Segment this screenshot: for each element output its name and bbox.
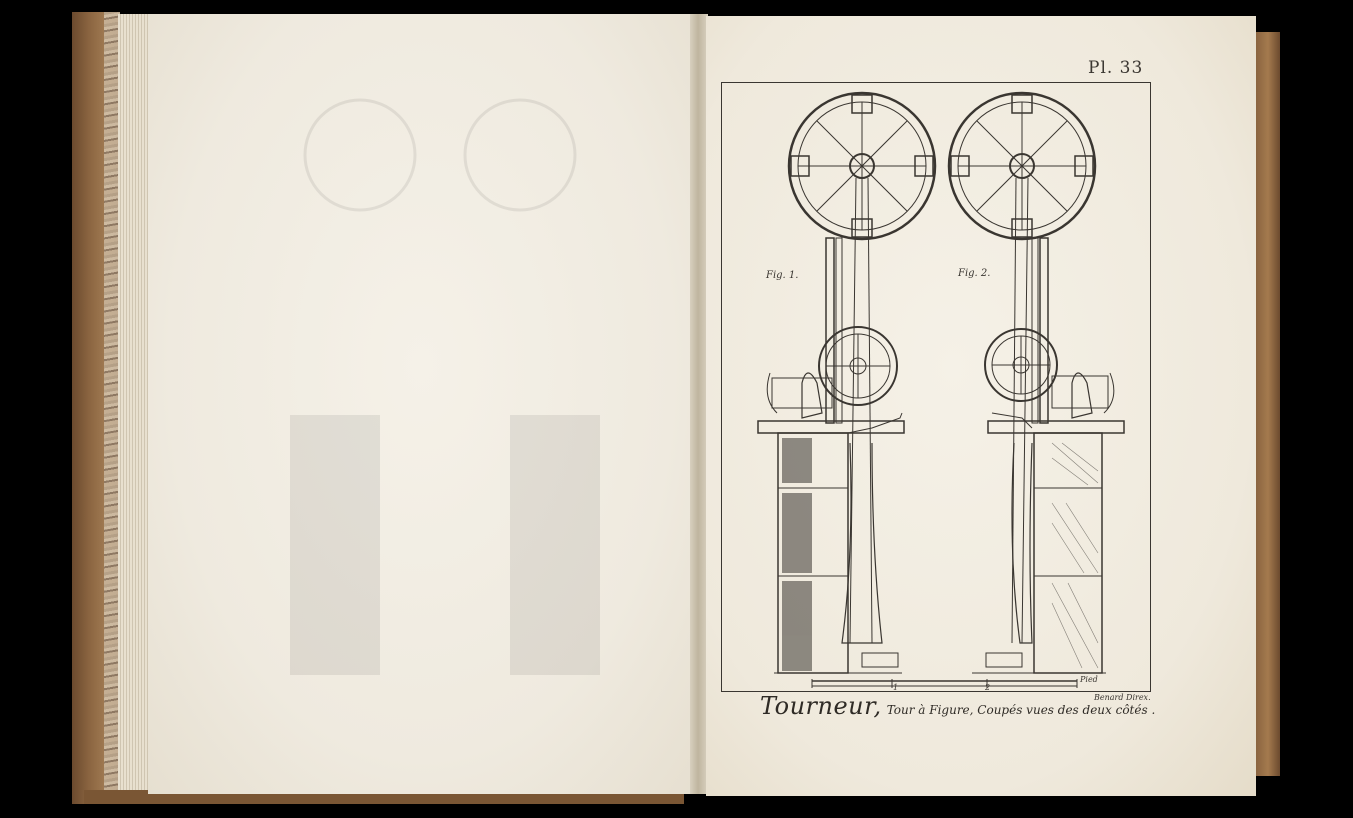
caption-title: Tourneur, xyxy=(760,692,882,720)
scale-mark-1: 1 xyxy=(893,683,899,692)
fig2-large-wheel xyxy=(949,93,1095,239)
fig2-small-wheel xyxy=(985,329,1057,401)
engraving-plate xyxy=(721,82,1151,692)
bleed-through-ghost xyxy=(250,95,630,695)
fig1-bench xyxy=(758,413,904,673)
caption-text: Tour à Figure, Coupés vues des deux côtés . xyxy=(886,703,1156,717)
scale-bar xyxy=(812,679,1077,688)
plate-caption xyxy=(760,692,1155,720)
fig2-hatching xyxy=(1052,443,1098,668)
fig2-bench xyxy=(972,413,1124,673)
fig1-small-wheel xyxy=(819,327,897,405)
fig-1-label: Fig. 1. xyxy=(766,270,799,281)
plate-number: Pl. 33 xyxy=(1088,58,1144,78)
fig1-hatching xyxy=(782,438,812,671)
lathe-engraving xyxy=(722,83,1152,693)
fig1-large-wheel xyxy=(789,93,935,239)
scale-mark-2: 2 xyxy=(985,683,991,692)
fig-2-label: Fig. 2. xyxy=(958,268,991,279)
engraver-signature: Benard Direx. xyxy=(1094,693,1151,702)
scale-unit-label: Pied xyxy=(1080,675,1098,684)
right-cover-leather xyxy=(1256,32,1280,776)
page-edges xyxy=(118,14,150,792)
fig2-headstock xyxy=(1052,373,1114,418)
